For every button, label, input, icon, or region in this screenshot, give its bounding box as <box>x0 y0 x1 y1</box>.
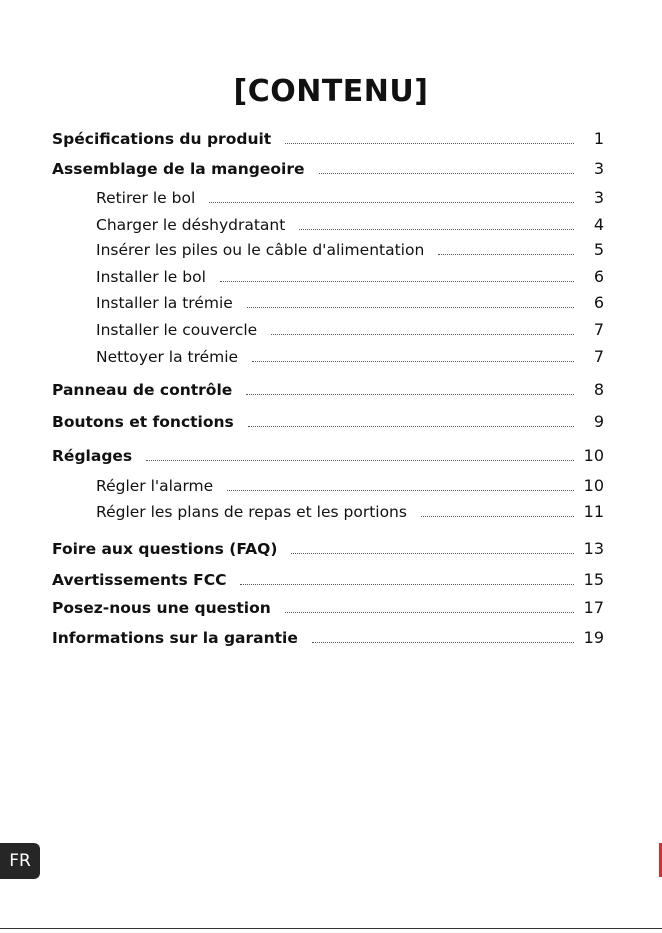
toc-leader-dots <box>299 228 574 230</box>
toc-entry-label: Nettoyer la trémie <box>96 348 239 366</box>
toc-entry-label: Spécifications du produit <box>52 130 272 148</box>
toc-subentry[interactable] <box>52 236 604 260</box>
toc-entry-label: Régler l'alarme <box>96 477 214 495</box>
toc-subentry[interactable] <box>52 184 604 208</box>
toc-entry[interactable] <box>52 155 604 179</box>
page-title: [CONTENU] <box>233 74 429 109</box>
toc-subentry[interactable] <box>52 211 604 235</box>
toc-subentry[interactable] <box>52 289 604 313</box>
toc-entry-page: 7 <box>593 347 604 366</box>
toc-entry-page: 3 <box>593 188 604 207</box>
toc-entry-label: Installer le bol <box>96 268 206 286</box>
toc-subentry[interactable] <box>52 343 604 367</box>
toc-entry-page: 6 <box>593 267 604 286</box>
language-tab: FR <box>0 843 40 879</box>
toc-entry-label: Réglages <box>52 447 133 465</box>
toc-entry-page: 1 <box>593 129 604 148</box>
toc-entry-page: 6 <box>593 293 604 312</box>
toc-leader-dots <box>146 459 574 461</box>
toc-entry-label: Panneau de contrôle <box>52 381 233 399</box>
toc-entry-label: Foire aux questions (FAQ) <box>52 540 278 558</box>
toc-leader-dots <box>319 172 574 174</box>
toc-entry-label: Assemblage de la mangeoire <box>52 160 305 178</box>
toc-entry-page: 5 <box>593 240 604 259</box>
toc-entry[interactable] <box>52 624 604 648</box>
toc-leader-dots <box>312 641 574 643</box>
toc-entry-label: Installer la trémie <box>96 294 233 312</box>
toc-leader-dots <box>220 280 574 282</box>
toc-entry-page: 4 <box>593 215 604 234</box>
toc-leader-dots <box>291 552 574 554</box>
toc-entry-page: 7 <box>593 320 604 339</box>
toc-entry[interactable] <box>52 442 604 466</box>
toc-subentry[interactable] <box>52 316 604 340</box>
page-bottom-rule <box>0 928 662 929</box>
toc-entry[interactable] <box>52 566 604 590</box>
toc-leader-dots <box>271 333 574 335</box>
toc-subentry[interactable] <box>52 263 604 287</box>
toc-entry[interactable] <box>52 408 604 432</box>
toc-entry[interactable] <box>52 376 604 400</box>
toc-leader-dots <box>227 489 574 491</box>
toc-entry-label: Insérer les piles ou le câble d'alimentation <box>96 241 425 259</box>
toc-entry-label: Régler les plans de repas et les portions <box>96 503 407 521</box>
toc-entry-page: 17 <box>583 598 604 617</box>
toc-entry-page: 10 <box>583 476 604 495</box>
toc-entry-page: 8 <box>593 380 604 399</box>
toc-entry-page: 15 <box>583 570 604 589</box>
toc-leader-dots <box>248 425 574 427</box>
toc-entry-label: Charger le déshydratant <box>96 216 286 234</box>
toc-leader-dots <box>421 515 574 517</box>
toc-entry-label: Posez-nous une question <box>52 599 271 617</box>
toc-entry-page: 10 <box>583 446 604 465</box>
toc-leader-dots <box>246 393 574 395</box>
toc-entry-page: 13 <box>583 539 604 558</box>
toc-subentry[interactable] <box>52 498 604 522</box>
toc-entry-page: 19 <box>583 628 604 647</box>
toc-entry-label: Informations sur la garantie <box>52 629 298 647</box>
toc-leader-dots <box>438 253 574 255</box>
toc-entry-label: Boutons et fonctions <box>52 413 234 431</box>
toc-subentry[interactable] <box>52 472 604 496</box>
toc-entry[interactable] <box>52 125 604 149</box>
toc-entry-label: Installer le couvercle <box>96 321 258 339</box>
toc-entry[interactable] <box>52 535 604 559</box>
toc-leader-dots <box>240 583 574 585</box>
toc-entry-page: 3 <box>593 159 604 178</box>
toc-entry[interactable] <box>52 594 604 618</box>
toc-leader-dots <box>252 360 574 362</box>
toc-leader-dots <box>247 306 574 308</box>
toc-leader-dots <box>285 611 574 613</box>
toc-entry-page: 9 <box>593 412 604 431</box>
toc-leader-dots <box>209 201 574 203</box>
toc-entry-page: 11 <box>583 502 604 521</box>
toc-entry-label: Retirer le bol <box>96 189 196 207</box>
toc-entry-label: Avertissements FCC <box>52 571 227 589</box>
toc-leader-dots <box>285 142 574 144</box>
